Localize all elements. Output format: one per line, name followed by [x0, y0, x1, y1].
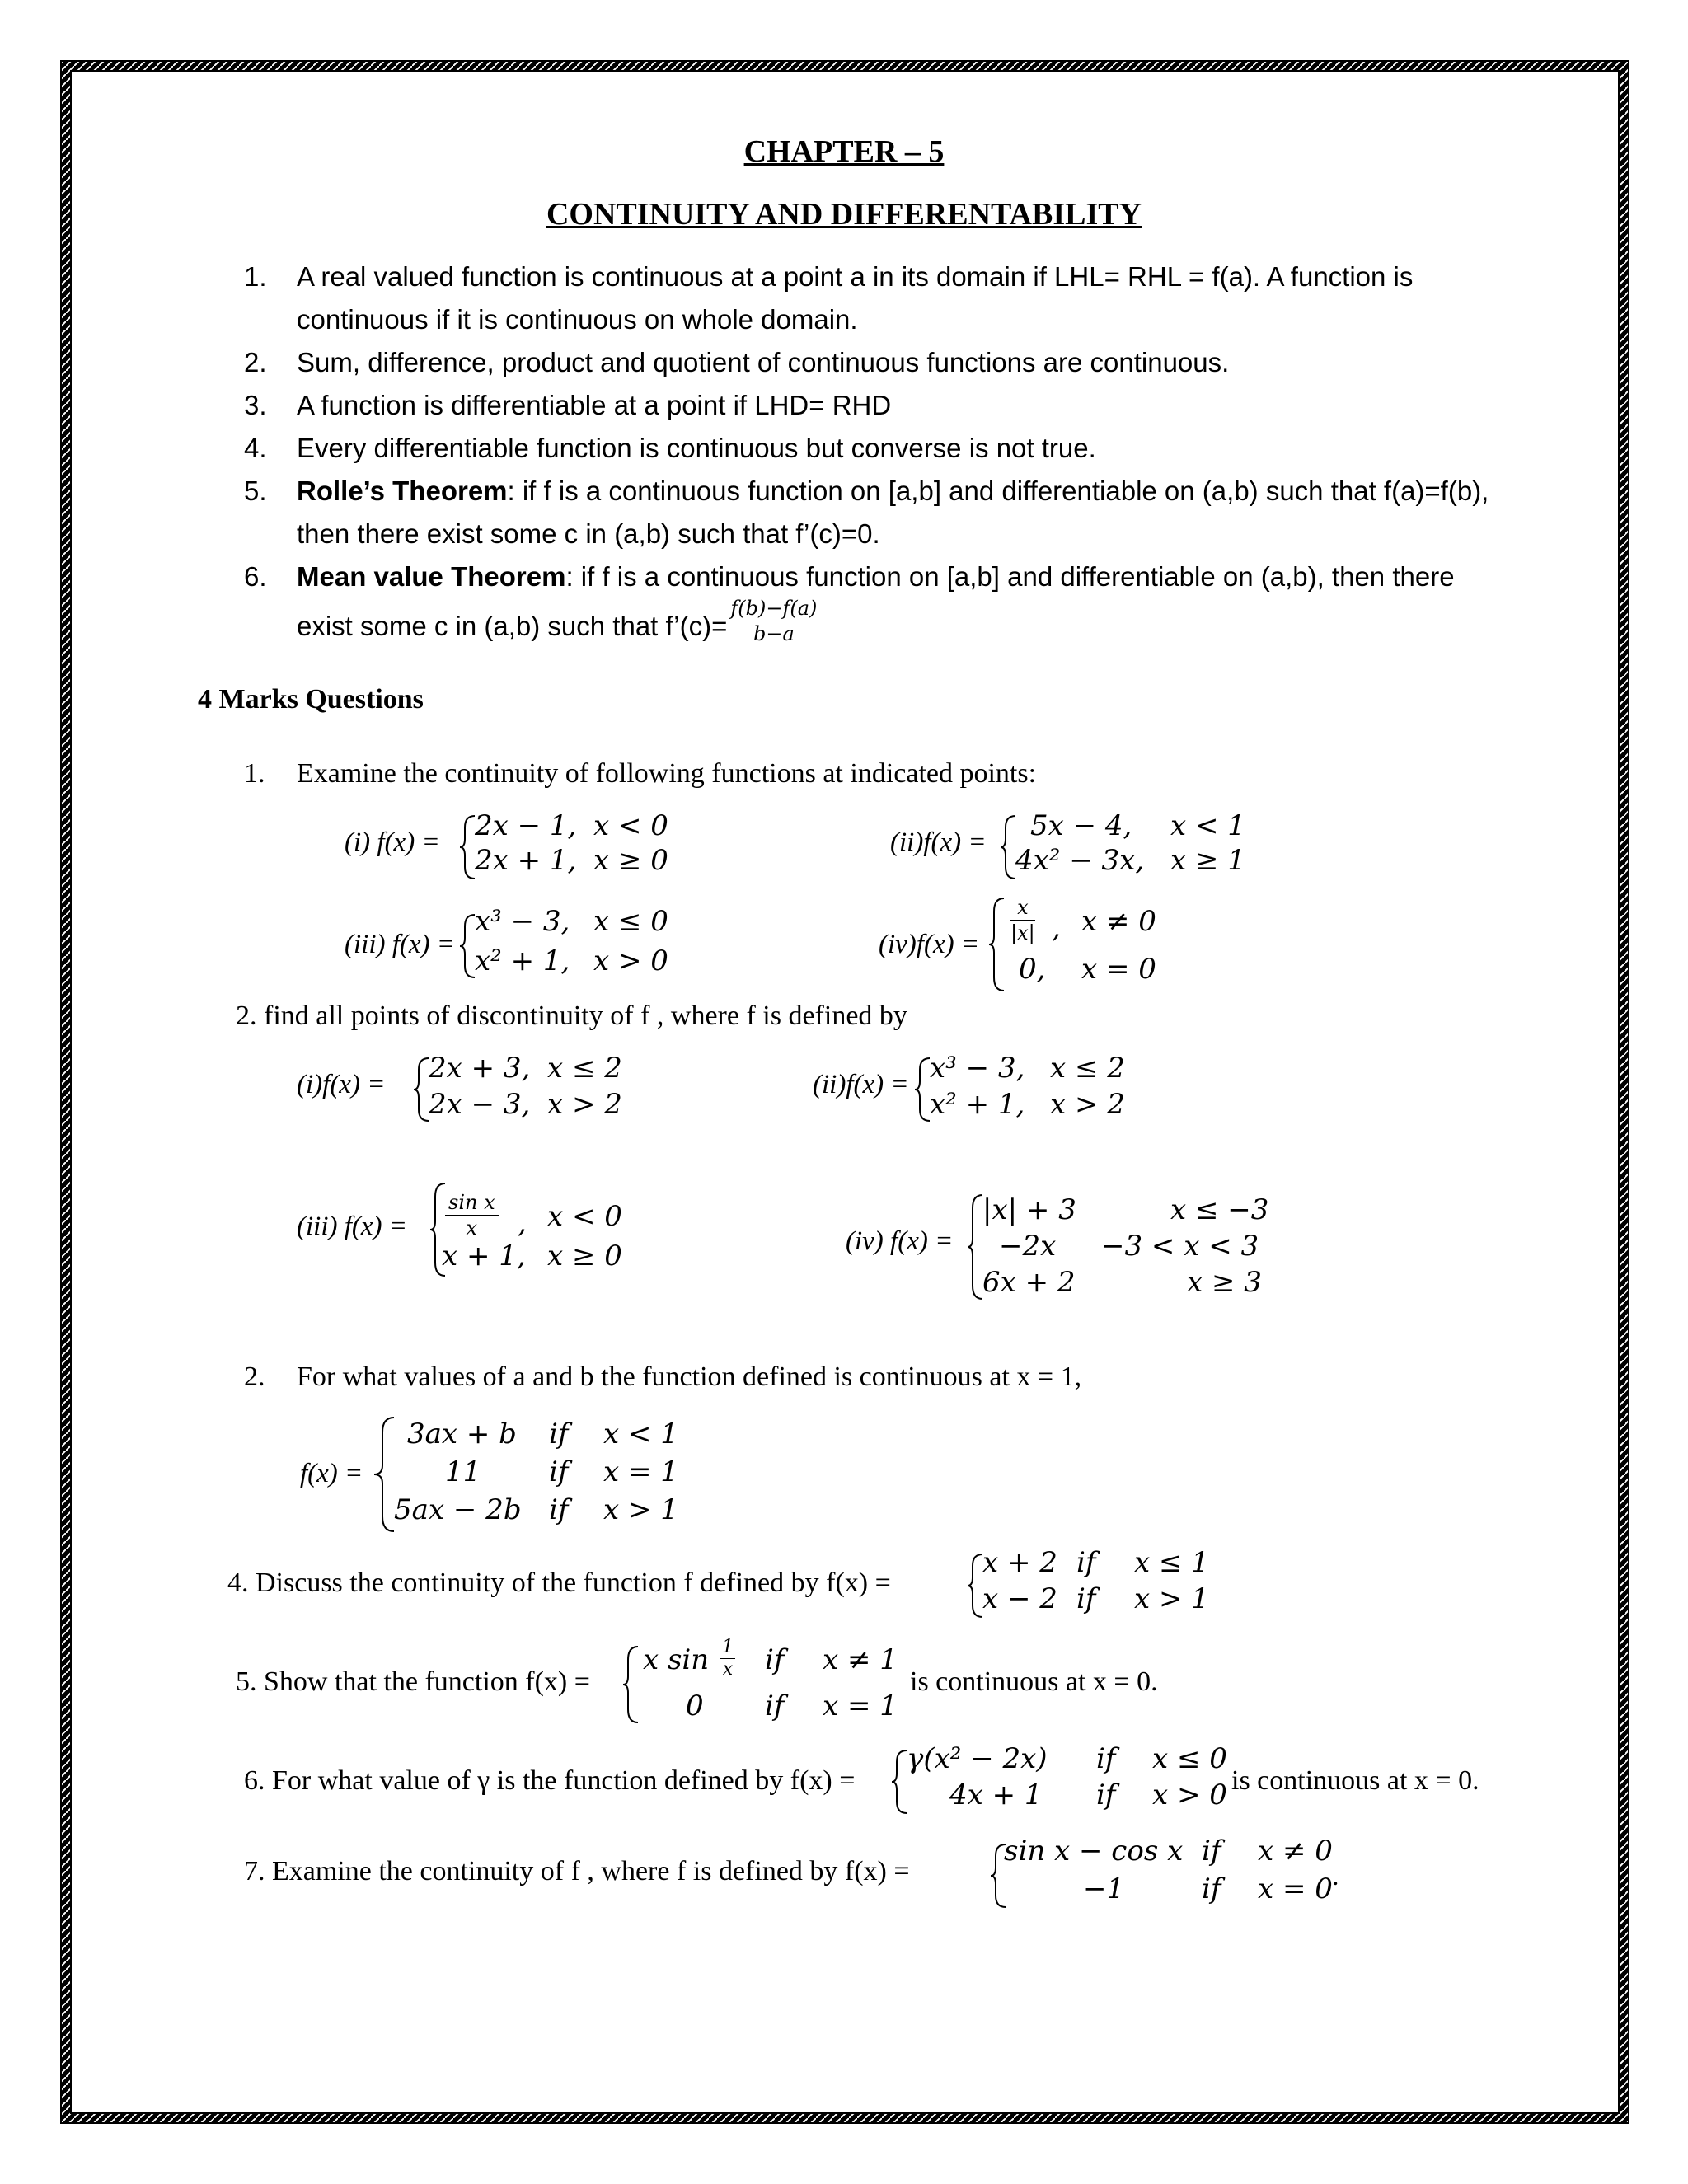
q1-i-r2a: 2x + 1, — [475, 844, 577, 877]
q7-r1b: x ≠ 0 — [1258, 1835, 1333, 1868]
q4-r1c: if — [1076, 1546, 1096, 1579]
note-5-line2: then there exist some c in (a,b) such that f’(c)=0. — [297, 518, 880, 549]
q1-iv-frac-den: |x| — [1010, 921, 1035, 944]
q1-num: 1. — [244, 758, 265, 789]
mvt-text: : if f is a continuous function on [a,b] and differentiable on (a,b), then there — [565, 561, 1455, 592]
q2-text: 2. find all points of discontinuity of f , where f is defined by — [236, 1001, 907, 1031]
q3-r3b: x > 1 — [603, 1493, 678, 1526]
q2-iii-comma: , — [518, 1207, 527, 1240]
q2-ii-r2b: x > 2 — [1050, 1088, 1125, 1121]
q2-iv-r2b: −3 < x < 3 — [1101, 1230, 1259, 1263]
q7-text: 7. Examine the continuity of f , where f is defined by f(x) = — [244, 1856, 910, 1886]
subject-title: CONTINUITY AND DIFFERENTABILITY — [546, 197, 1142, 232]
q6-r2c: if — [1096, 1779, 1116, 1811]
q1-text: Examine the continuity of following functions at indicated points: — [297, 758, 1037, 789]
q1-ii-r2b: x ≥ 1 — [1170, 844, 1245, 877]
q6-r1c: if — [1096, 1742, 1116, 1775]
note-1-line1: A real valued function is continuous at a point a in its domain if LHL= RHL = f(a). A function is — [297, 261, 1414, 292]
q2-iii-r2a: x + 1, — [442, 1240, 526, 1272]
q2-iv-r1b: x ≤ −3 — [1170, 1193, 1269, 1226]
mvt-line2: exist some c in (a,b) such that f’(c)= — [297, 611, 728, 641]
section-heading: 4 Marks Questions — [198, 684, 424, 715]
note-6-num: 6. — [244, 561, 267, 592]
q5-r1c: if — [765, 1643, 785, 1676]
note-5-line1 — [297, 470, 1489, 513]
q4-r2b: x > 1 — [1134, 1582, 1209, 1615]
q5-r1a: x sin — [643, 1643, 710, 1676]
q4-r1b: x ≤ 1 — [1134, 1546, 1209, 1579]
q2-i-r2a: 2x − 3, — [429, 1088, 531, 1121]
q1-iv-label: (iv)f(x) = — [879, 930, 980, 959]
q4-r1a: x + 2 — [982, 1546, 1057, 1579]
q3-r1a: 3ax + b — [407, 1418, 517, 1451]
q4-text: 4. Discuss the continuity of the function f defined by f(x) = — [227, 1568, 891, 1598]
note-4-num: 4. — [244, 433, 267, 463]
q2-iv-r3a: 6x + 2 — [982, 1266, 1076, 1299]
q2-iv-r1a: |x| + 3 — [982, 1193, 1076, 1226]
q2-iii-fraction — [445, 1190, 499, 1240]
q3-r3a: 5ax − 2b — [394, 1493, 522, 1526]
rolle-theorem-text: : if f is a continuous function on [a,b] and differentiable on (a,b) such that f(a)=f(b), — [507, 476, 1489, 506]
q3-r1b: x < 1 — [603, 1418, 678, 1451]
q3-r2b: x = 1 — [603, 1455, 678, 1488]
q1-iv-frac-num: x — [1010, 895, 1035, 921]
q1-iii-r1a: x³ − 3, — [475, 905, 570, 938]
q1-iv-r1b: x ≠ 0 — [1081, 905, 1156, 938]
q1-iv-comma: , — [1052, 912, 1061, 944]
mvt-frac-num: f(b)−f(a) — [730, 596, 818, 620]
q2-i-r1b: x ≤ 2 — [547, 1052, 622, 1085]
q5-r2b: x = 1 — [823, 1690, 898, 1722]
q5-r2a: 0 — [686, 1690, 704, 1722]
q5-brace — [621, 1645, 641, 1724]
q2-ii-r2a: x² + 1, — [930, 1088, 1025, 1121]
q5-frac-num: 1 — [722, 1637, 734, 1657]
q4-r2a: x − 2 — [982, 1582, 1057, 1615]
q7-r1a: sin x − cos x — [1004, 1835, 1184, 1868]
q2-ii-r1a: x³ − 3, — [930, 1052, 1025, 1085]
q3-num: 2. — [244, 1361, 265, 1392]
q1-iv-r2b: x = 0 — [1081, 953, 1156, 986]
q1-iv-brace — [987, 897, 1007, 992]
q2-i-label: (i)f(x) = — [297, 1070, 386, 1099]
note-4-line1: Every differentiable function is continuous but converse is not true. — [297, 433, 1096, 463]
q7-r2b: x = 0 — [1258, 1872, 1333, 1905]
q2-iv-r2a: −2x — [999, 1230, 1057, 1263]
q1-i-label: (i) f(x) = — [345, 827, 440, 857]
q1-ii-label: (ii)f(x) = — [890, 827, 987, 857]
q5-tail: is continuous at x = 0. — [910, 1666, 1158, 1697]
q5-text: 5. Show that the function f(x) = — [236, 1666, 590, 1697]
note-3-num: 3. — [244, 390, 267, 420]
note-5-num: 5. — [244, 476, 267, 506]
mvt-fraction — [729, 596, 818, 646]
rolle-theorem-label: Rolle’s Theorem — [297, 476, 508, 506]
q2-iii-r1b: x < 0 — [547, 1200, 622, 1233]
q1-iii-r1b: x ≤ 0 — [593, 905, 668, 938]
note-2-line1: Sum, difference, product and quotient of continuous functions are continuous. — [297, 347, 1230, 377]
q3-r1c: if — [549, 1418, 569, 1451]
q7-r1c: if — [1202, 1835, 1221, 1868]
q5-fraction — [720, 1637, 735, 1680]
q5-r1b: x ≠ 1 — [823, 1643, 898, 1676]
q2-ii-label: (ii)f(x) = — [813, 1070, 909, 1099]
q3-r2c: if — [549, 1455, 569, 1488]
q6-r2a: 4x + 1 — [950, 1779, 1043, 1811]
q1-i-r1a: 2x − 1, — [475, 809, 577, 842]
q1-iv-r2a: 0, — [1019, 953, 1046, 986]
note-6-line1 — [297, 555, 1455, 598]
q6-r1a: γ(x² − 2x) — [907, 1742, 1048, 1775]
mvt-frac-den: b−a — [753, 621, 795, 645]
q2-iv-label: (iv) f(x) = — [846, 1226, 954, 1256]
q3-text: For what values of a and b the function defined is continuous at x = 1, — [297, 1361, 1082, 1392]
q1-i-r1b: x < 0 — [593, 809, 668, 842]
mvt-label: Mean value Theorem — [297, 561, 566, 592]
note-2-num: 2. — [244, 347, 267, 377]
q1-ii-r2a: 4x² − 3x, — [1015, 844, 1145, 877]
q3-label: f(x) = — [300, 1459, 363, 1488]
q6-tail: is continuous at x = 0. — [1231, 1765, 1479, 1796]
q1-iii-r2a: x² + 1, — [475, 944, 570, 977]
note-6-line2 — [297, 596, 818, 648]
q2-iii-frac-num: sin x — [445, 1190, 499, 1216]
q2-iv-r3b: x ≥ 3 — [1187, 1266, 1262, 1299]
q6-text: 6. For what value of γ is the function defined by f(x) = — [244, 1765, 856, 1796]
q1-iii-r2b: x > 0 — [593, 944, 668, 977]
q3-r3c: if — [549, 1493, 569, 1526]
q1-iv-fraction — [1010, 895, 1035, 945]
q3-r2a: 11 — [445, 1455, 481, 1488]
note-3-line1: A function is differentiable at a point if LHD= RHD — [297, 390, 892, 420]
q1-ii-r1a: 5x − 4, — [1030, 809, 1132, 842]
q2-iii-r2b: x ≥ 0 — [547, 1240, 622, 1272]
q6-r2b: x > 0 — [1152, 1779, 1227, 1811]
q7-r2c: if — [1202, 1872, 1221, 1905]
q2-iii-label: (iii) f(x) = — [297, 1212, 408, 1241]
chapter-title: CHAPTER – 5 — [743, 134, 945, 169]
q5-frac-den: x — [722, 1659, 734, 1680]
q1-iii-label: (iii) f(x) = — [345, 930, 456, 959]
q1-i-r2b: x ≥ 0 — [593, 844, 668, 877]
note-1-num: 1. — [244, 261, 267, 292]
q2-i-r2b: x > 2 — [547, 1088, 622, 1121]
q7-r2a: −1 — [1083, 1872, 1125, 1905]
note-1-line2: continuous if it is continuous on whole domain. — [297, 304, 858, 335]
q7-tail: . — [1332, 1861, 1339, 1891]
q5-r2c: if — [765, 1690, 785, 1722]
q6-r1b: x ≤ 0 — [1152, 1742, 1227, 1775]
q4-r2c: if — [1076, 1582, 1096, 1615]
q2-i-r1a: 2x + 3, — [429, 1052, 531, 1085]
q2-ii-r1b: x ≤ 2 — [1050, 1052, 1125, 1085]
q2-iii-frac-den: x — [466, 1216, 478, 1240]
q1-ii-r1b: x < 1 — [1170, 809, 1245, 842]
